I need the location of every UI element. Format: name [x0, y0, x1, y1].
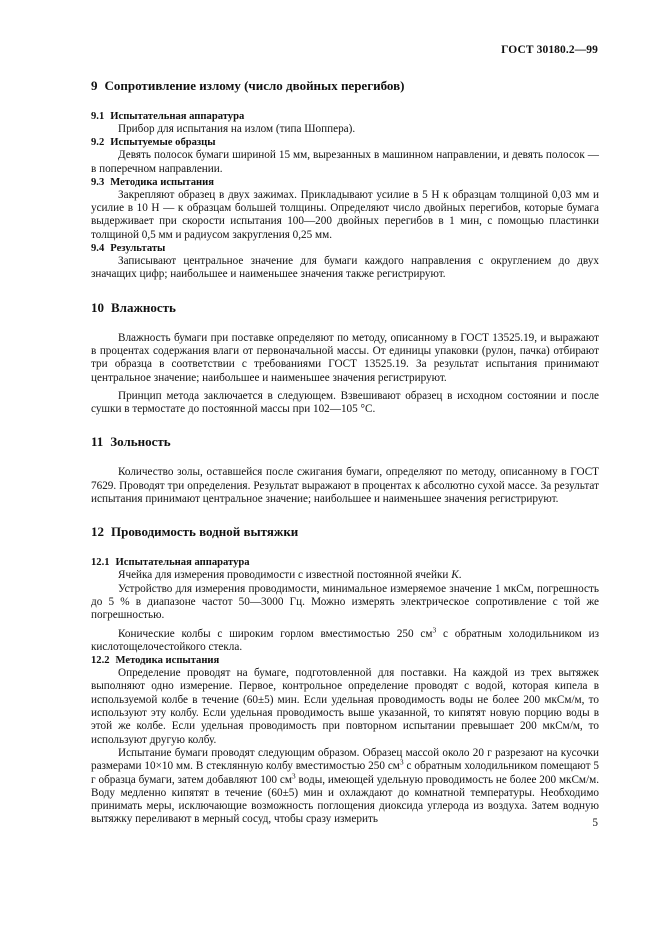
superscript: 3: [291, 770, 296, 780]
subsection-9-1-title: Испытательная аппаратура: [110, 111, 245, 122]
document-code-header: ГОСТ 30180.2—99: [501, 44, 598, 56]
subsection-9-2-text: Девять полосок бумаги шириной 15 мм, вырезанных в машинном направлении, и девять полосок — в поперечном направлении.: [91, 149, 599, 175]
subsection-9-4-heading: [91, 242, 599, 255]
section-11-number: 11: [91, 434, 104, 450]
section-9-number: 9: [91, 78, 98, 93]
page-number: 5: [592, 817, 598, 829]
section-12-title: Проводимость водной вытяжки: [111, 524, 299, 540]
subsection-9-1-number: 9.1: [91, 111, 105, 122]
section-10-paragraph-1: Влажность бумаги при поставке определяют по методу, описанному в ГОСТ 13525.19, и выражают в процентах содержания влаги от первоначальной массы. От единицы упаковки (рулон, пачка) отбирают три образца в соответствии с требованиями ГОСТ 13525.19. За результат испытания принимают центральное значение; наибольшее и наименьшее значения регистрируют.: [91, 331, 599, 384]
text-run: Конические колбы с широким горлом вместимостью 250 см: [118, 627, 433, 640]
subsection-12-1-title: Испытательная аппаратура: [115, 557, 250, 569]
text-run: Испытание бумаги проводят следующим образом. Образец массой около 20 г разрезают на кусочки размерами 10×10 мм. В стеклянную колбу вместимостью 250 см: [91, 746, 599, 773]
subsection-12-1-paragraph-2: Устройство для измерения проводимости, минимальное измеряемое значение 1 мкСм, погрешность до 5 % в диапазоне частот 50—3000 Гц. Можно измерять электрическое сопротивление с той же погрешностью.: [91, 582, 599, 622]
section-12-heading: [91, 524, 599, 540]
text-run: с обратным холодильником помещают 5 г образца бумаги, затем добавляют 100 см: [91, 760, 600, 786]
subsection-9-1-text: Прибор для испытания на излом (типа Шоппера).: [118, 123, 356, 135]
subsection-12-2-heading: [91, 654, 599, 667]
subsection-9-4-text: Записывают центральное значение для бумаги каждого направления с округлением до двух значащих цифр; наибольшее и наименьшее значения также регистрируют.: [91, 255, 599, 281]
subsection-12-2-paragraph-1: Определение проводят на бумаге, подготовленной для поставки. На каждой из трех вытяжек выполняют одно измерение. Первое, контрольное определение проводят с водой, которая кипела в используемой колбе в течение (60±5) мин. Если удельная проводимость воды не более 200 мкСм/м, то используют эту колбу. Если удельная проводимость выше указанной, то кипятят новую порцию воды в этой же колбе. Если удельная проводимость при повторном испытании превышает 200 мкСм/м, то используют другую колбу.: [91, 667, 599, 746]
subsection-9-3-text: Закрепляют образец в двух зажимах. Прикладывают усилие в 5 Н к образцам толщиной 0,03 мм и усилие в 10 Н — к образцам большей толщины. Определяют число двойных перегибов, которые бумага выдерживает при скорости испытания 100—200 двойных перегибов в 1 мин, с помощью пластинки толщиной 0,5 мм и радиусом закругления 0,25 мм.: [91, 188, 599, 241]
section-10-heading: [91, 300, 599, 316]
text-run: Ячейка для измерения проводимости с известной постоянной ячейки: [118, 569, 452, 582]
subsection-12-2-number: 12.2: [91, 655, 110, 667]
section-11-heading: [91, 434, 599, 450]
section-9-title: Сопротивление излому (число двойных перегибов): [104, 78, 405, 93]
document-body: [91, 78, 599, 827]
section-11-title: Зольность: [110, 434, 171, 450]
subsection-12-1-paragraph-1: [91, 569, 599, 582]
subsection-12-1-paragraph-3: [91, 624, 599, 655]
subsection-9-4-number: 9.4: [91, 243, 105, 255]
text-run: с обратным холодильником из кислотощелочестойкого стекла.: [91, 627, 599, 653]
subsection-9-3-number: 9.3: [91, 176, 105, 188]
text-run: воды, имеющей удельную проводимость не более 200 мкСм/м. Воду медленно кипятят в течение (60±5) мин и охлаждают до комнатной температуры. Необходимо принимать меры, исключающие возможность поглощения диоксида углерода из воздуха. Затем водную вытяжку переливают в мерный сосуд, чтобы сразу измерить: [91, 773, 600, 826]
subsection-9-2-number: 9.2: [91, 137, 105, 149]
subsection-9-1-heading: [91, 110, 599, 123]
subsection-12-2-paragraph-2: [91, 747, 599, 827]
section-9-heading: [91, 78, 599, 94]
subsection-9-2-heading: [91, 136, 599, 149]
subsection-9-2-title: Испытуемые образцы: [110, 137, 216, 149]
section-10-title: Влажность: [111, 299, 176, 315]
subsection-9-4-title: Результаты: [110, 243, 166, 255]
subsection-12-1-number: 12.1: [91, 557, 110, 569]
subsection-9-3-heading: [91, 176, 599, 189]
section-11-paragraph-1: Количество золы, оставшейся после сжигания бумаги, определяют по методу, описанному в ГОСТ 7629. Проводят три определения. Результат выражают в процентах к абсолютно сухой массе. За результат испытания принимают центральное значение; наибольшее и наименьшее значения регистрируют.: [91, 466, 599, 506]
subsection-9-3-title: Методика испытания: [110, 176, 214, 188]
cell-constant-symbol: K: [451, 569, 459, 582]
superscript: 3: [432, 624, 437, 634]
section-10-number: 10: [91, 299, 104, 315]
superscript: 3: [399, 757, 404, 767]
section-12-number: 12: [91, 524, 104, 540]
text-run: .: [458, 569, 462, 582]
subsection-12-2-title: Методика испытания: [115, 655, 220, 667]
section-10-paragraph-2: Принцип метода заключается в следующем. Взвешивают образец в исходном состоянии и после сушки в термостате до постоянной массы при 102—105 °С.: [91, 389, 599, 416]
subsection-12-1-heading: [91, 556, 599, 569]
